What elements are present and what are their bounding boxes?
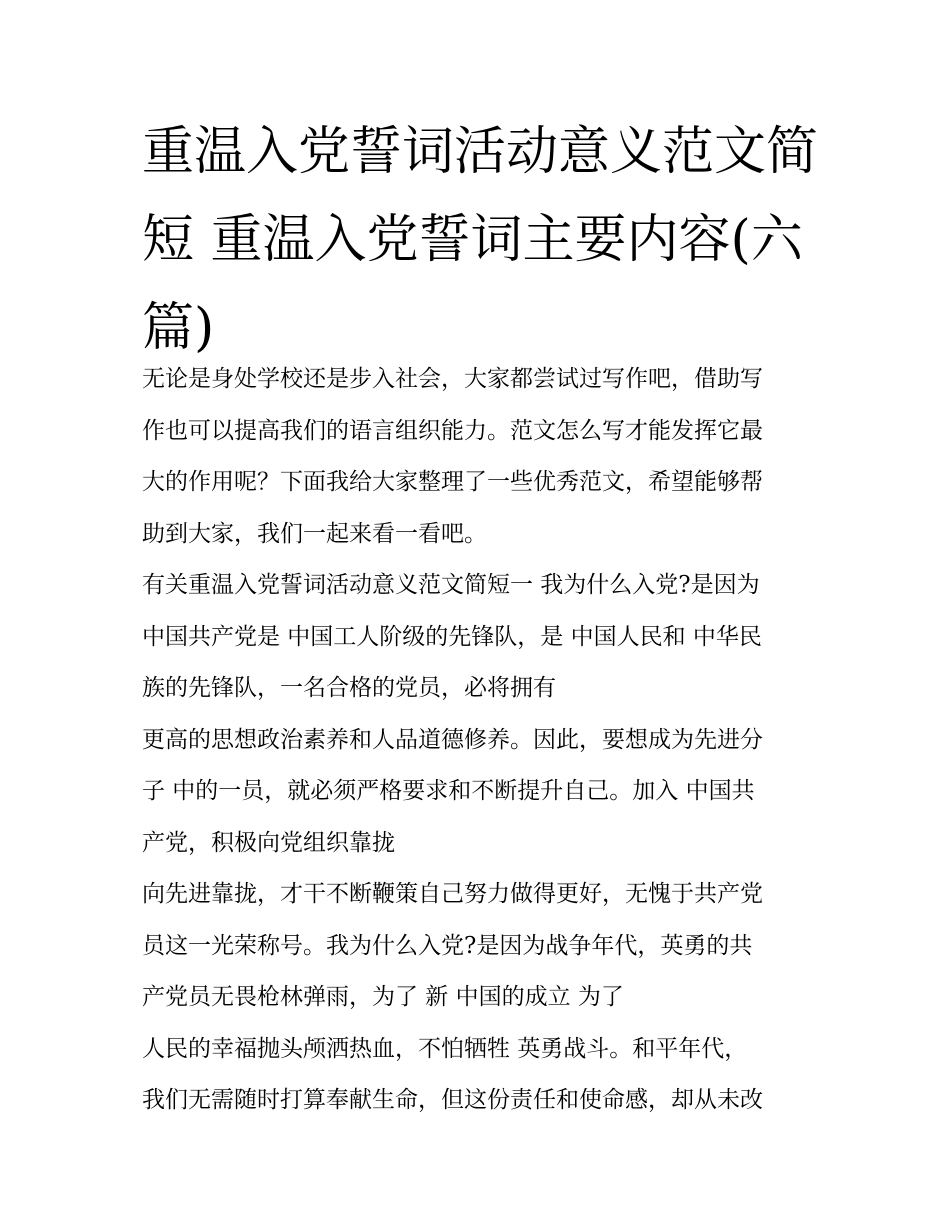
body-line: 有关重温入党誓词活动意义范文简短一 我为什么入党?是因为 bbox=[142, 572, 760, 598]
body-line: 更高的思想政治素养和人品道德修养。因此，要想成为先进分 bbox=[142, 726, 763, 753]
body-line: 中国共产党是 中国工人阶级的先锋队，是 中国人民和 中华民 bbox=[142, 623, 762, 650]
body-line: 助到大家，我们一起来看一看吧。 bbox=[142, 520, 487, 547]
body-line: 员这一光荣称号。我为什么入党?是因为战争年代，英勇的共 bbox=[142, 932, 753, 959]
document-title bbox=[142, 108, 822, 372]
title-line: 短 重温入党誓词主要内容(六 bbox=[142, 210, 803, 270]
body-line: 无论是身处学校还是步入社会，大家都尝试过写作吧，借助写 bbox=[142, 366, 763, 392]
body-line: 作也可以提高我们的语言组织能力。范文怎么写才能发挥它最 bbox=[142, 417, 763, 444]
body-line: 子 中的一员，就必须严格要求和不断提升自己。加入 中国共 bbox=[142, 778, 755, 804]
body-line: 产党员无畏枪林弹雨，为了 新 中国的成立 为了 bbox=[142, 984, 624, 1010]
body-line: 产党，积极向党组织靠拢 bbox=[142, 829, 395, 856]
body-line: 族的先锋队，一名合格的党员，必将拥有 bbox=[142, 675, 556, 701]
body-line: 我们无需随时打算奉献生命，但这份责任和使命感，却从未改 bbox=[142, 1087, 763, 1113]
body-line: 向先进靠拢，才干不断鞭策自己努力做得更好，无愧于共产党 bbox=[142, 881, 763, 907]
title-line: 篇) bbox=[142, 298, 215, 358]
body-line: 大的作用呢？下面我给大家整理了一些优秀范文，希望能够帮 bbox=[142, 469, 763, 495]
title-line: 重温入党誓词活动意义范文简 bbox=[142, 122, 819, 182]
body-line: 人民的幸福抛头颅洒热血，不怕牺牲 英勇战斗。和平年代， bbox=[142, 1035, 748, 1062]
document-body bbox=[142, 354, 822, 1127]
